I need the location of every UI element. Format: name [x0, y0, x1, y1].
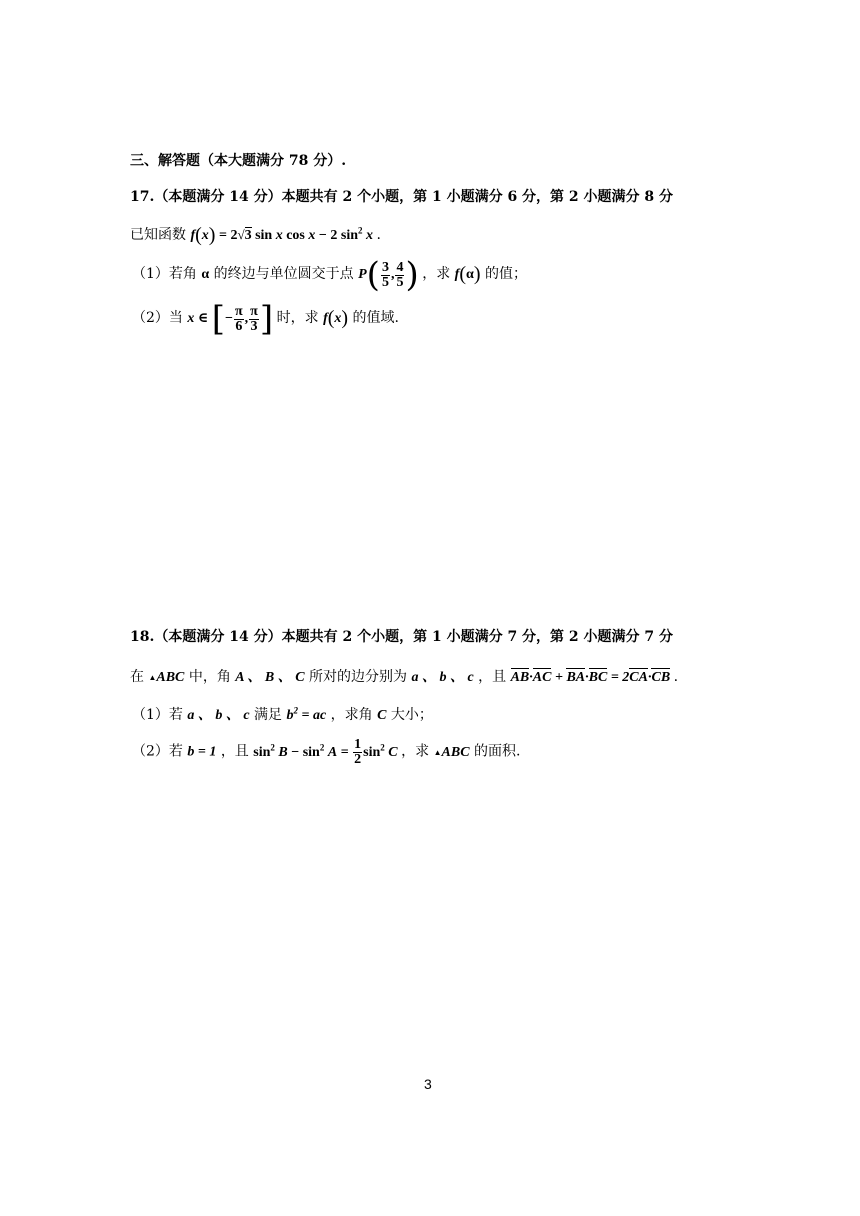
vector-formula: AB·AC + BA·BC = 2CA·CB [510, 670, 671, 685]
q18-part2: （2）若 b = 1 ，且 $\sin^2 B - \sin^2 A$ = $\frac{1}{2}$ $\sin^2 C$ ，求 ▲ABC 的面积. [132, 737, 521, 767]
q17-function-formula: f(x) = 2√3 sin x cos x − 2 $\sin^2 x$ [190, 224, 373, 246]
q17-stem: 已知函数 f(x) = 2√3 sin x cos x − 2 $\sin^2 x$ . [130, 224, 381, 246]
b-equals-one: b = 1 [187, 744, 217, 760]
q17-stem-text: 已知函数 [130, 227, 186, 243]
q18-stem: 在 ▲ABC 中，角 A 、 B 、 C 所对的边分别为 a 、 b 、 c ，且 AB·AC + BA·BC = 2CA·CB . [130, 669, 679, 685]
angles: A 、 B 、 C [235, 670, 305, 685]
q17-part2: （2）当 x ∈ [− $\frac{\pi}{6}$ , $\frac{\pi}{3}$ ] 时，求 f(x) 的值域. [132, 299, 399, 339]
q18-part1: （1）若 a 、 b 、 c 满足 $b^2$ = ac ，求角 C 大小； [132, 705, 433, 723]
point-P: P( $\frac{3}{5}$ , $\frac{4}{5}$ ) [358, 255, 419, 295]
q18-header: 18.（本题满分 14 分）本题共有 2 个小题，第 1 小题满分 7 分，第 2 小题满分 7 分 [130, 629, 674, 645]
alpha-symbol: α [201, 267, 210, 283]
section-heading: 三、解答题（本大题满分 78 分）. [130, 153, 347, 169]
q17-header: 17.（本题满分 14 分）本题共有 2 个小题，第 1 小题满分 6 分，第 2 小题满分 8 分 [130, 189, 674, 205]
q17-part1: （1）若角 α 的终边与单位圆交于点 P( $\frac{3}{5}$ , $\frac{4}{5}$ ) ，求 f(α) 的值； [132, 255, 527, 295]
triangle-ABC: ▲ABC [148, 670, 185, 685]
f-x: f(x) [323, 307, 349, 330]
f-alpha: f(α) [454, 263, 481, 286]
interval: x ∈ [− $\frac{\pi}{6}$ , $\frac{\pi}{3}$ ] [187, 299, 274, 339]
sides: a 、 b 、 c [411, 670, 474, 685]
page-number: 3 [424, 1076, 432, 1092]
sine-formula: $\sin^2 B - \sin^2 A$ = $\frac{1}{2}$ $\sin^2 C$ [253, 737, 398, 767]
b-squared-formula: $b^2$ = ac [286, 705, 327, 723]
